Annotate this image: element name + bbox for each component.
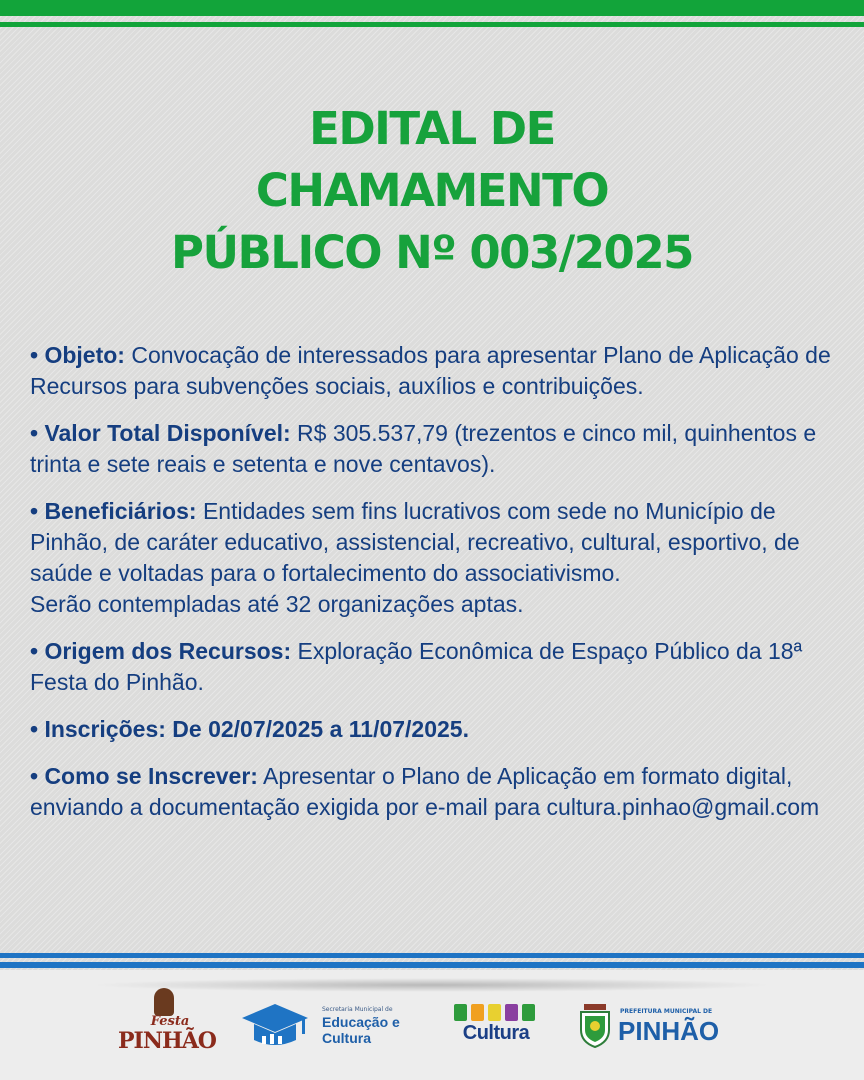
item-extra-text: Serão contempladas até 32 organizações aptas. — [30, 591, 524, 617]
top-band-thin-stripe — [0, 22, 864, 27]
cultura-logo — [450, 1004, 542, 1054]
item-text: R$ 305.537,79 (trezentos e cinco mil, quinhentos e trinta e sete reais e setenta e nove centavos). — [30, 420, 817, 477]
item-beneficiarios — [30, 496, 845, 620]
edu-logo-small-text: Secretaria Municipal de — [322, 1006, 393, 1013]
pine-cone-icon — [154, 988, 174, 1016]
item-label: • Como se Inscrever: — [30, 763, 258, 789]
title-line-2: CHAMAMENTO — [255, 164, 609, 217]
bottom-band-stripe — [0, 962, 864, 968]
item-label: • Inscrições: De 02/07/2025 a 11/07/2025. — [30, 716, 469, 742]
item-text: Entidades sem fins lucrativos com sede no Município de Pinhão, de caráter educativo, assistencial, recreativo, cultural, esportivo, de saúde e voltadas para o fortalecimento do associativismo. — [30, 498, 800, 586]
item-inscricoes — [30, 714, 845, 745]
top-green-band — [0, 0, 864, 30]
item-label: • Valor Total Disponível: — [30, 420, 291, 446]
title-line-1: EDITAL DE — [309, 102, 555, 155]
edu-logo-name: Educação e Cultura — [322, 1014, 400, 1046]
graduation-cap-icon — [240, 1000, 310, 1050]
festa-logo-small-text: Festa — [150, 1014, 190, 1029]
item-label: • Origem dos Recursos: — [30, 638, 292, 664]
paint-icon — [522, 1004, 535, 1021]
cultura-logo-name: Cultura — [462, 1022, 530, 1044]
notice-content — [30, 340, 845, 839]
mask-icon — [454, 1004, 467, 1021]
item-objeto — [30, 340, 845, 402]
title-line-3: PÚBLICO Nº 003/2025 — [170, 226, 693, 279]
item-origem — [30, 636, 845, 698]
festa-do-pinhao-logo — [118, 988, 216, 1060]
secretaria-educacao-cultura-logo — [240, 1000, 425, 1055]
municipal-crest-icon — [578, 1004, 612, 1048]
item-text: Exploração Econômica de Espaço Público da 18ª Festa do Pinhão. — [30, 638, 803, 695]
prefeitura-name: PINHÃO — [618, 1016, 720, 1046]
page-title — [0, 98, 864, 284]
music-icon — [471, 1004, 484, 1021]
bottom-blue-band — [0, 950, 864, 970]
book-icon — [488, 1004, 501, 1021]
bottom-band-thin-stripe — [0, 953, 864, 958]
item-como-inscrever — [30, 761, 845, 823]
item-text: Apresentar o Plano de Aplicação em formato digital, enviando a documentação exigida por e-mail para cultura.pinhao@gmail.com — [30, 763, 820, 820]
item-label: • Objeto: — [30, 342, 125, 368]
top-band-stripe — [0, 0, 864, 16]
cultura-color-squares — [454, 1004, 538, 1024]
item-label: • Beneficiários: — [30, 498, 197, 524]
prefeitura-small-text: PREFEITURA MUNICIPAL DE — [620, 1008, 713, 1015]
prefeitura-pinhao-logo — [578, 1004, 738, 1054]
item-valor — [30, 418, 845, 480]
festa-logo-name: PINHÃO — [118, 1028, 216, 1054]
dance-icon — [505, 1004, 518, 1021]
item-text: Convocação de interessados para apresentar Plano de Aplicação de Recursos para subvenções sociais, auxílios e contribuições. — [30, 342, 831, 399]
